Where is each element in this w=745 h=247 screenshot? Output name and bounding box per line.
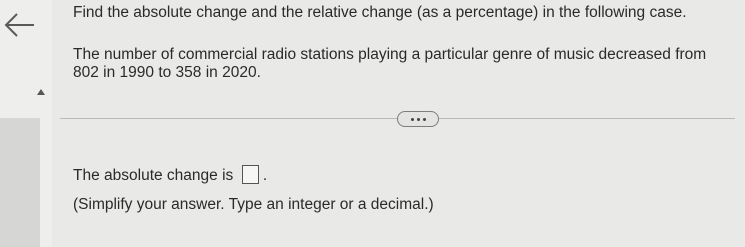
instruction-text: Find the absolute change and the relative change (as a percentage) in the following case. (73, 4, 687, 21)
back-button[interactable] (2, 10, 36, 40)
answer-hint: (Simplify your answer. Type an integer or a decimal.) (73, 196, 434, 213)
side-panel-shade (0, 118, 40, 247)
left-arrow-icon (2, 10, 36, 40)
problem-text-line1: The number of commercial radio stations playing a particular genre of music decreased from (73, 46, 707, 63)
more-button[interactable] (397, 111, 439, 127)
caret-up-icon (36, 88, 46, 96)
answer-prompt: The absolute change is (73, 167, 234, 184)
answer-row (73, 165, 267, 185)
absolute-change-input[interactable] (242, 165, 259, 184)
answer-suffix: . (262, 167, 268, 184)
scroll-up-button[interactable] (36, 83, 46, 91)
ellipsis-icon (411, 118, 426, 121)
problem-text-line2: 802 in 1990 to 358 in 2020. (73, 64, 261, 81)
